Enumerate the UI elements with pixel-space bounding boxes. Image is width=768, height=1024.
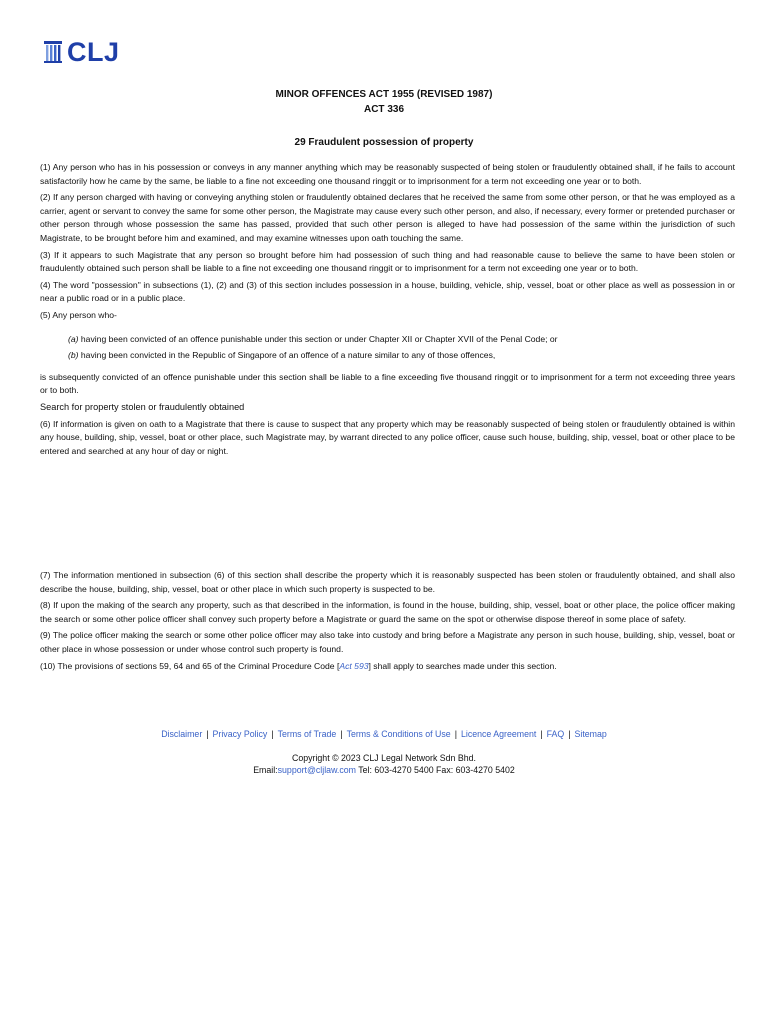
terms-conditions-link[interactable]: Terms & Conditions of Use <box>346 729 451 739</box>
subsection-7: (7) The information mentioned in subsection (6) of this section shall describe the property which it is reasonably suspected has been stolen or fraudulently obtained, and shall also describe the house, building, ship, vessel, boat or other place in which such property is suspected to be. <box>40 570 735 594</box>
subsection-10-tail: ] shall apply to searches made under this section. <box>368 660 557 671</box>
subsection-10-text: (10) The provisions of sections 59, 64 and 65 of the Criminal Procedure Code [ <box>40 660 340 671</box>
disclaimer-link[interactable]: Disclaimer <box>161 729 203 739</box>
subheading: Search for property stolen or fraudulently obtained <box>40 401 245 412</box>
subsection-5: (5) Any person who- <box>40 309 117 320</box>
act-593-link[interactable]: Act 593 <box>339 660 369 671</box>
subsection-4: (4) The word "possession" in subsections (1), (2) and (3) of this section includes possession in a house, building, vehicle, ship, vessel, boat or other place as well as possession in or near a public road or in a public place. <box>40 279 735 304</box>
item-text: having been convicted in the Republic of Singapore of an offence of a nature similar to any of those offences, <box>78 350 496 361</box>
pillar-icon <box>42 39 64 65</box>
clj-logo[interactable] <box>42 38 120 66</box>
separator: | <box>540 729 543 739</box>
act-number: ACT 336 <box>363 104 404 115</box>
faq-link[interactable]: FAQ <box>546 729 565 739</box>
subsection-1: (1) Any person who has in his possession or conveys in any manner anything which may be reasonably suspected of being stolen or fraudulently obtained shall, if he fails to account satisfactorily how he came by the same, be liable to a fine not exceeding one thousand ringgit or to imprisonment for a term not exceeding one year or to both. <box>40 162 735 186</box>
copyright-text: Copyright © 2023 CLJ Legal Network Sdn Bhd. <box>292 753 476 763</box>
section-title: 29 Fraudulent possession of property <box>294 137 474 148</box>
contact-line <box>0 764 768 776</box>
terms-of-trade-link[interactable]: Terms of Trade <box>277 729 337 739</box>
privacy-policy-link[interactable]: Privacy Policy <box>212 729 268 739</box>
subsection-5-tail: is subsequently convicted of an offence punishable under this section shall be liable to a fine exceeding five thousand ringgit or to imprisonment for a term not exceeding three years or to both. <box>40 371 735 396</box>
section-body-top <box>40 161 735 461</box>
list-item <box>40 349 735 363</box>
logo-text: CLJ <box>67 37 120 67</box>
separator: | <box>568 729 571 739</box>
subsection-9: (9) The police officer making the search or some other police officer may also take into custody and bring before a Magistrate any person in such house, building, ship, vessel, boat or other place in whose possession or under whose control such property is found. <box>40 630 735 654</box>
subsection-10 <box>40 660 735 674</box>
subsection-6: (6) If information is given on oath to a Magistrate that there is cause to suspect that any property which may be reasonably suspected of being stolen or fraudulently obtained is within any house, building, ship, vessel, boat or other place, such Magistrate may, by warrant directed to any police officer, cause such house, building, ship, vessel, boat or other place to be entered and searched at any hour of day or night. <box>40 418 735 456</box>
item-mark: (a) <box>68 333 79 344</box>
subsection-5-list <box>40 333 735 363</box>
subsection-3: (3) If it appears to such Magistrate that any person so brought before him had possession of such thing and had reasonable cause to believe the same to have been stolen or fraudulently obtained such person shall be liable to a fine not exceeding one thousand ringgit or to imprisonment for a term not exceeding one year or to both. <box>40 249 735 274</box>
footer-links <box>0 728 768 742</box>
item-text: having been convicted of an offence punishable under this section or under Chapter XII or Chapter XVII of the Penal Code; or <box>78 333 558 344</box>
email-label: Email: <box>253 765 278 775</box>
separator: | <box>454 729 457 739</box>
phone-fax: Tel: 603-4270 5400 Fax: 603-4270 5402 <box>356 765 515 775</box>
subsection-2: (2) If any person charged with having or conveying anything stolen or fraudulently obtained declares that he received the same from some other person, or that he was employed as a carrier, agent or servant to convey the same for some other person, the Magistrate may cause every such other person, and also, if necessary, every former or pretended purchaser or other person through whose possession the same has passed, provided that such other person is alleged to have had possession of the same within the jurisdiction of such Magistrate, to be brought before him and examined, and may examine witnesses upon oath touching the same. <box>40 192 735 243</box>
licence-agreement-link[interactable]: Licence Agreement <box>461 729 537 739</box>
list-item <box>40 333 735 347</box>
footer-copyright-block <box>0 752 768 776</box>
separator: | <box>206 729 209 739</box>
separator: | <box>271 729 274 739</box>
act-title: MINOR OFFENCES ACT 1955 (REVISED 1987) <box>275 89 493 100</box>
separator: | <box>340 729 343 739</box>
section-body-bottom <box>40 569 735 676</box>
item-mark: (b) <box>68 350 79 361</box>
sitemap-link[interactable]: Sitemap <box>574 729 607 739</box>
email-link[interactable]: support@cljlaw.com <box>277 765 356 775</box>
subsection-8: (8) If upon the making of the search any property, such as that described in the information, is found in the house, building, ship, vessel, boat or other place, the police officer making the search or some other police officer shall convey such property before a Magistrate or guard the same on the spot or otherwise dispose thereof in some place of safety. <box>40 600 735 624</box>
